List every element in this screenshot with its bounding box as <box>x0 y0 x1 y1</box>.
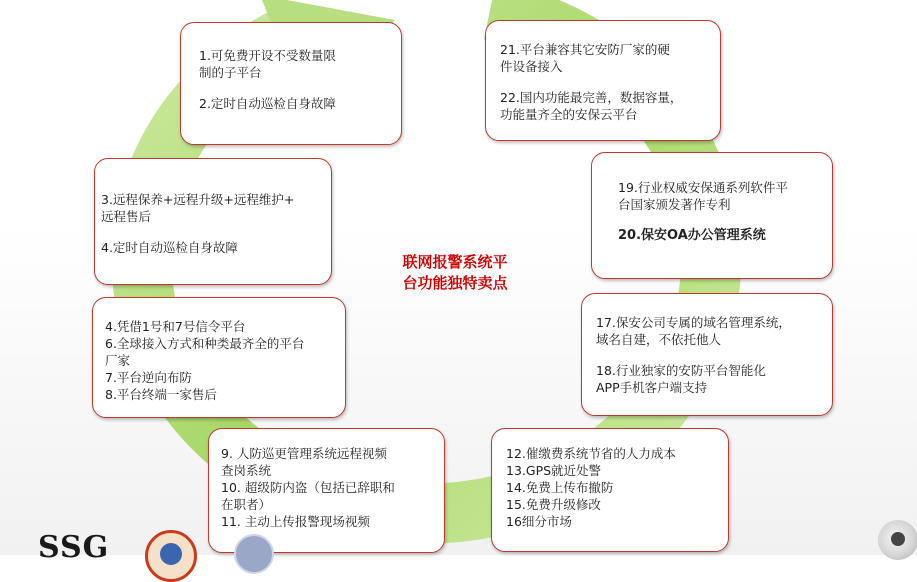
box-text: 查岗系统 <box>221 463 272 478</box>
box-text: 3.远程保养+远程升级+远程维护+ <box>101 192 295 207</box>
box-text: 9. 人防巡更管理系统远程视频 <box>221 446 387 461</box>
box-text: 11. 主动上传报警现场视频 <box>221 514 370 529</box>
box-text: 22.国内功能最完善，数据容量， <box>500 90 683 105</box>
camera-icon <box>878 520 917 560</box>
box-text: 18.行业独家的安防平台智能化 <box>596 363 766 378</box>
box-text: 在职者） <box>221 497 272 512</box>
box-text: 15.免费升级修改 <box>506 497 601 512</box>
box-text: 2.定时自动巡检自身故障 <box>199 96 336 111</box>
box-text: 1.可免费开设不受数量限 <box>199 48 336 63</box>
diagram-title <box>370 252 540 294</box>
box-text: 14.免费上传布撤防 <box>506 480 614 495</box>
ssg-logo: SSG <box>38 530 110 565</box>
box-text: 台国家颁发著作专利 <box>618 197 731 212</box>
box-text: 制的子平台 <box>199 65 262 80</box>
box-features-1-2 <box>180 22 402 145</box>
box-features-9-11 <box>208 428 445 553</box>
box-text: 远程售后 <box>101 209 152 224</box>
box-features-21-22 <box>485 20 721 141</box>
box-text: 7.平台逆向布防 <box>105 370 192 385</box>
box-text: 件设备接入 <box>500 59 563 74</box>
box-text-bold: 20.保安OA办公管理系统 <box>618 228 766 243</box>
box-text: 21.平台兼容其它安防厂家的硬 <box>500 42 670 57</box>
box-text: 6.全球接入方式和种类最齐全的平台 <box>105 336 305 351</box>
box-text: 功能量齐全的安保云平台 <box>500 107 638 122</box>
box-text: 10. 超级防内盗（包括已辞职和 <box>221 480 395 495</box>
box-features-19-20 <box>591 152 833 279</box>
box-features-17-18 <box>581 293 833 416</box>
box-text: 13.GPS就近处警 <box>506 463 602 478</box>
box-text: 16细分市场 <box>506 514 572 529</box>
box-text: 17.保安公司专属的域名管理系统， <box>596 315 791 330</box>
box-text: 4.定时自动巡检自身故障 <box>101 240 238 255</box>
box-text: APP手机客户端支持 <box>596 380 708 395</box>
box-features-3-4 <box>94 158 332 285</box>
police-badge-logo <box>234 534 274 574</box>
box-text: 域名自建，不依托他人 <box>596 332 722 347</box>
box-text: 8.平台终端一家售后 <box>105 387 217 402</box>
box-features-12-16 <box>491 428 729 552</box>
box-features-4-8 <box>92 297 346 418</box>
seal-logo <box>145 530 197 582</box>
title-line: 联网报警系统平 <box>402 253 508 271</box>
title-line: 台功能独特卖点 <box>402 274 508 292</box>
box-text: 12.催缴费系统节省的人力成本 <box>506 446 676 461</box>
box-text: 厂家 <box>105 353 131 368</box>
box-text: 19.行业权威安保通系列软件平 <box>618 180 788 195</box>
box-text: 4.凭借1号和7号信令平台 <box>105 319 246 334</box>
